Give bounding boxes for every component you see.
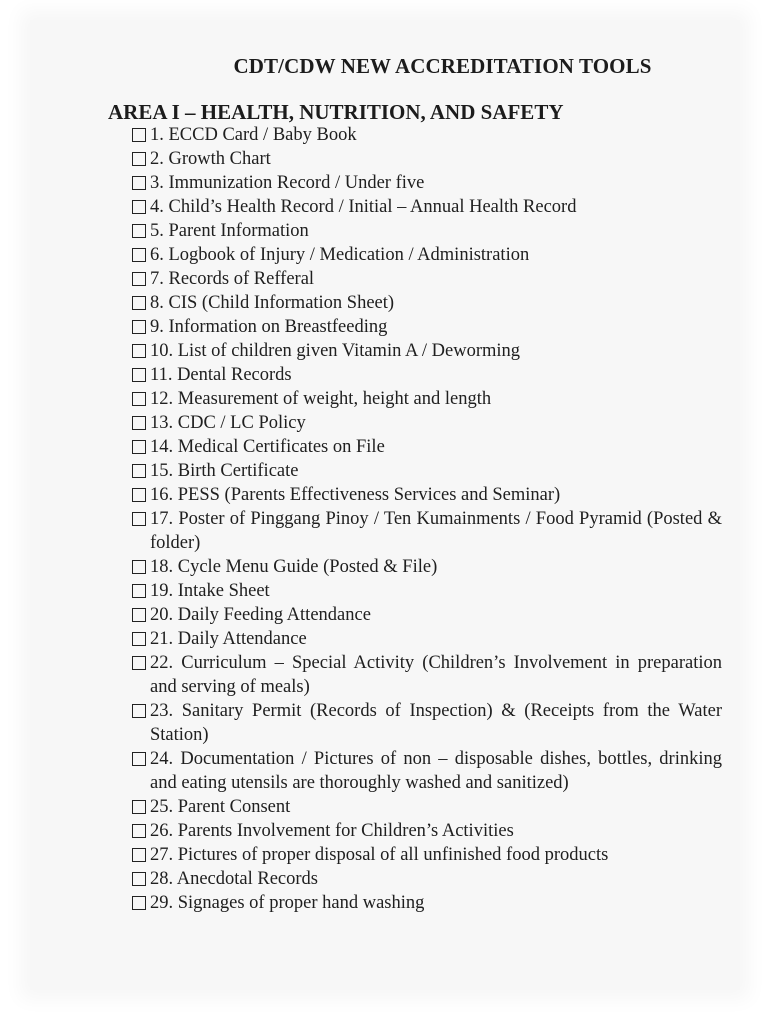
checklist-item-label: 9. Information on Breastfeeding [150, 317, 388, 337]
checkbox-icon[interactable] [132, 176, 146, 190]
checklist-item [132, 219, 722, 243]
checklist-item-label: 28. Anecdotal Records [150, 869, 318, 889]
checklist-item [132, 819, 722, 843]
checklist-item [132, 651, 722, 699]
checklist-item-label: 19. Intake Sheet [150, 581, 270, 601]
checklist-item [132, 699, 722, 747]
checklist-item [132, 555, 722, 579]
checklist-item-label: 4. Child’s Health Record / Initial – Annual Health Record [150, 197, 577, 217]
checklist-item-label: 27. Pictures of proper disposal of all unfinished food products [150, 845, 609, 865]
checklist-item [132, 147, 722, 171]
checklist-item-label: 22. Curriculum – Special Activity (Children’s Involvement in preparation and serving of meals) [150, 653, 722, 697]
checklist-item [132, 891, 722, 915]
checklist-item [132, 123, 722, 147]
checkbox-icon[interactable] [132, 848, 146, 862]
checklist-item-label: 23. Sanitary Permit (Records of Inspection) & (Receipts from the Water Station) [150, 701, 722, 745]
checkbox-icon[interactable] [132, 152, 146, 166]
checkbox-icon[interactable] [132, 392, 146, 406]
checklist-item-label: 29. Signages of proper hand washing [150, 893, 425, 913]
checkbox-icon[interactable] [132, 416, 146, 430]
checklist-item [132, 483, 722, 507]
checklist-item-label: 1. ECCD Card / Baby Book [150, 125, 357, 145]
checkbox-icon[interactable] [132, 248, 146, 262]
checklist-item [132, 507, 722, 555]
checklist-item-label: 16. PESS (Parents Effectiveness Services and Seminar) [150, 485, 561, 505]
document-page [30, 20, 740, 990]
checklist-item [132, 243, 722, 267]
checklist-item [132, 459, 722, 483]
checklist-item [132, 171, 722, 195]
checklist-item [132, 867, 722, 891]
checklist-item [132, 795, 722, 819]
checklist-item [132, 315, 722, 339]
checklist [132, 123, 722, 915]
checkbox-icon[interactable] [132, 656, 146, 670]
checkbox-icon[interactable] [132, 704, 146, 718]
document-title: CDT/CDW NEW ACCREDITATION TOOLS [233, 54, 652, 78]
checklist-item [132, 435, 722, 459]
checklist-item-label: 13. CDC / LC Policy [150, 413, 306, 433]
checklist-item-label: 24. Documentation / Pictures of non – disposable dishes, bottles, drinking and eating utensils are thoroughly washed and sanitized) [150, 749, 722, 793]
checklist-item [132, 267, 722, 291]
checkbox-icon[interactable] [132, 752, 146, 766]
checklist-item-label: 14. Medical Certificates on File [150, 437, 385, 457]
checklist-item [132, 627, 722, 651]
checklist-item-label: 7. Records of Refferal [150, 269, 315, 289]
area-heading: AREA I – HEALTH, NUTRITION, AND SAFETY [108, 100, 564, 124]
checkbox-icon[interactable] [132, 272, 146, 286]
checkbox-icon[interactable] [132, 608, 146, 622]
checklist-item [132, 411, 722, 435]
checkbox-icon[interactable] [132, 464, 146, 478]
checklist-item [132, 843, 722, 867]
checkbox-icon[interactable] [132, 320, 146, 334]
checkbox-icon[interactable] [132, 200, 146, 214]
checkbox-icon[interactable] [132, 800, 146, 814]
checkbox-icon[interactable] [132, 128, 146, 142]
checklist-item [132, 339, 722, 363]
checklist-item-label: 12. Measurement of weight, height and length [150, 389, 492, 409]
checkbox-icon[interactable] [132, 440, 146, 454]
checklist-item-label: 10. List of children given Vitamin A / Deworming [150, 341, 521, 361]
checklist-item-label: 15. Birth Certificate [150, 461, 299, 481]
checkbox-icon[interactable] [132, 896, 146, 910]
checklist-item-label: 18. Cycle Menu Guide (Posted & File) [150, 557, 438, 577]
checkbox-icon[interactable] [132, 872, 146, 886]
checklist-item [132, 579, 722, 603]
checklist-item-label: 21. Daily Attendance [150, 629, 307, 649]
checklist-item [132, 363, 722, 387]
checkbox-icon[interactable] [132, 488, 146, 502]
checklist-item-label: 5. Parent Information [150, 221, 309, 241]
checklist-item [132, 195, 722, 219]
checkbox-icon[interactable] [132, 824, 146, 838]
checkbox-icon[interactable] [132, 344, 146, 358]
checklist-item-label: 20. Daily Feeding Attendance [150, 605, 371, 625]
checkbox-icon[interactable] [132, 584, 146, 598]
checkbox-icon[interactable] [132, 224, 146, 238]
checklist-item-label: 11. Dental Records [150, 365, 292, 385]
checklist-item [132, 603, 722, 627]
checkbox-icon[interactable] [132, 560, 146, 574]
checklist-item-label: 6. Logbook of Injury / Medication / Administration [150, 245, 530, 265]
checklist-item [132, 387, 722, 411]
checklist-item [132, 747, 722, 795]
checklist-item [132, 291, 722, 315]
checkbox-icon[interactable] [132, 632, 146, 646]
checklist-item-label: 3. Immunization Record / Under five [150, 173, 425, 193]
checklist-item-label: 25. Parent Consent [150, 797, 291, 817]
checklist-item-label: 26. Parents Involvement for Children’s Activities [150, 821, 514, 841]
checklist-item-label: 2. Growth Chart [150, 149, 271, 169]
checkbox-icon[interactable] [132, 368, 146, 382]
checkbox-icon[interactable] [132, 512, 146, 526]
checkbox-icon[interactable] [132, 296, 146, 310]
checklist-item-label: 17. Poster of Pinggang Pinoy / Ten Kumainments / Food Pyramid (Posted & folder) [150, 509, 722, 553]
checklist-item-label: 8. CIS (Child Information Sheet) [150, 293, 395, 313]
